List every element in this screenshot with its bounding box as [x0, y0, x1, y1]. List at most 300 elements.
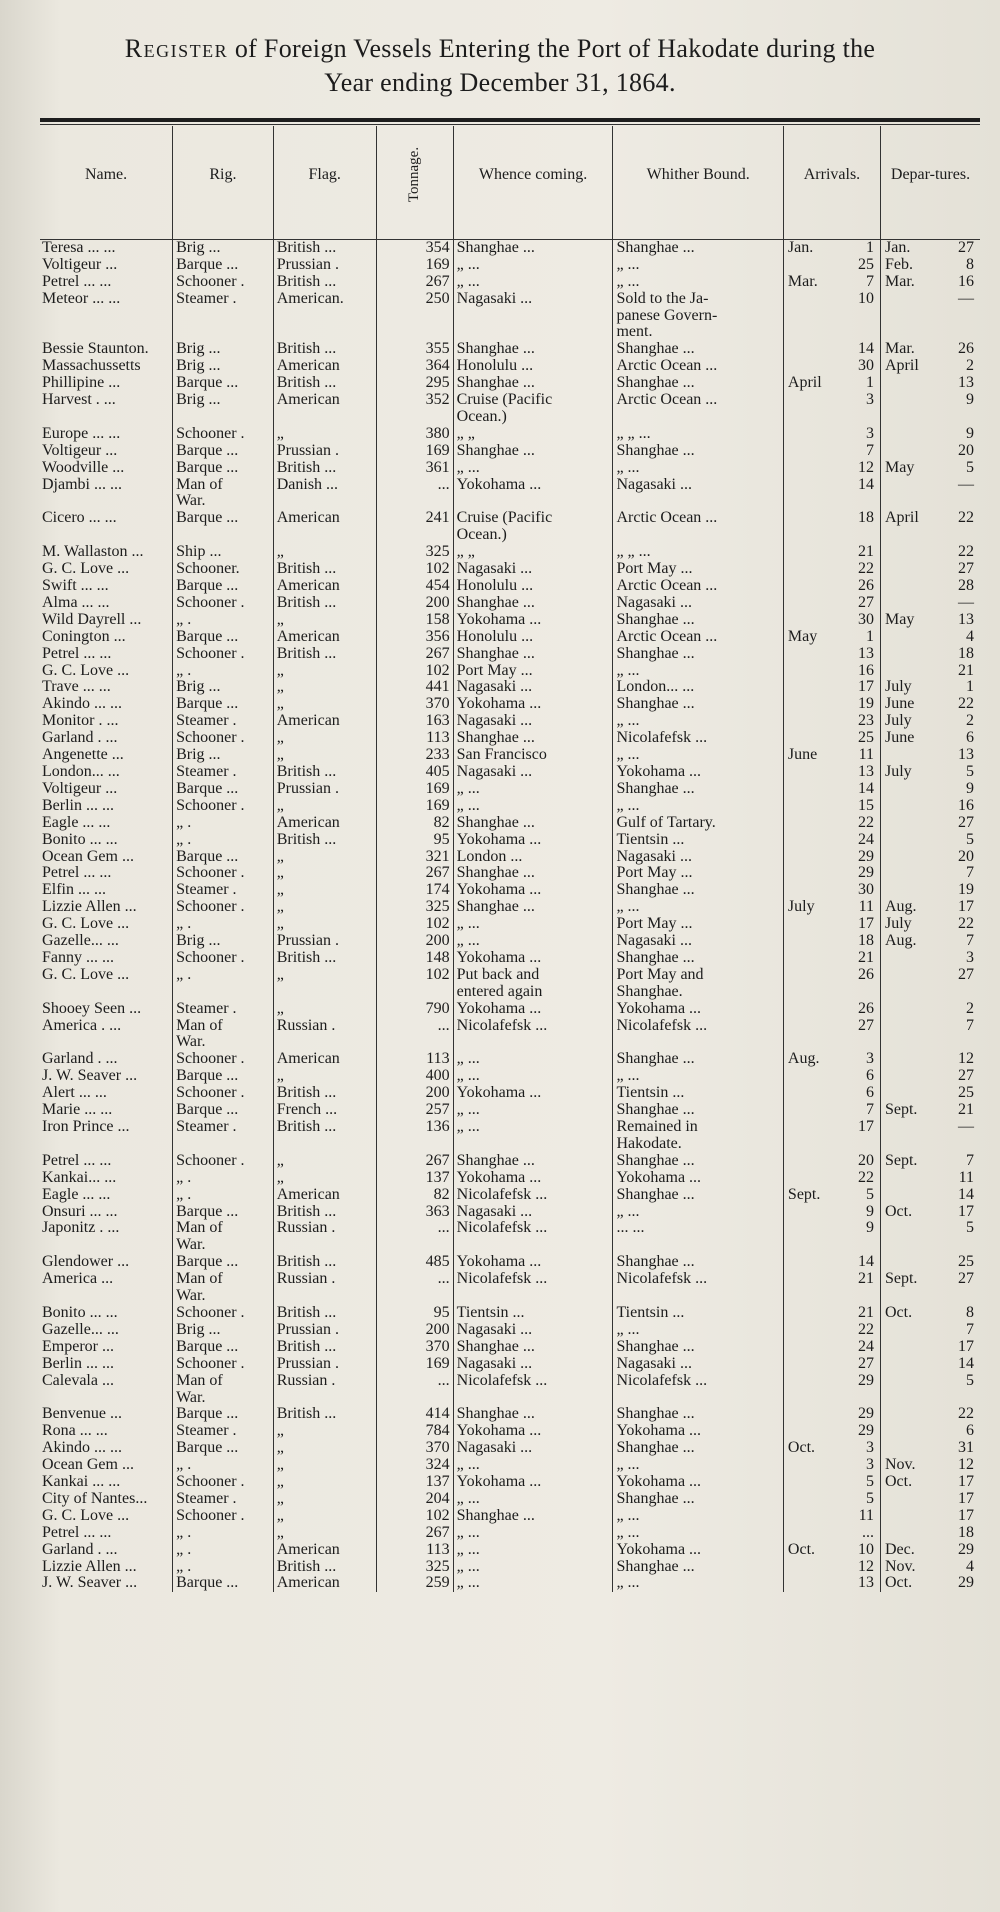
- whither-cell: ment.: [613, 324, 783, 341]
- tonnage-cell: 267: [376, 646, 453, 663]
- vessel-name-cell: Bonito ... ...: [42, 831, 118, 848]
- whither-cell: Nagasaki ...: [613, 849, 783, 866]
- arrival-day: 5: [865, 1186, 874, 1203]
- departure-cell: [880, 1339, 980, 1356]
- flag-cell: British ...: [273, 375, 376, 392]
- arrival-cell: [783, 1119, 880, 1136]
- vessel-name-cell: America ...: [42, 1271, 114, 1288]
- flag-cell: „: [273, 899, 376, 916]
- whither-cell: „ ...: [613, 747, 783, 764]
- table-row: [40, 865, 980, 882]
- departure-cell: [880, 561, 980, 578]
- vessel-name-cell: Ocean Gem ...: [42, 1457, 134, 1474]
- vessel-name-cell: M. Wallaston ...: [42, 544, 144, 561]
- arrival-day: 14: [857, 341, 874, 358]
- arrival-cell: [783, 527, 880, 544]
- whither-cell: Shanghae ...: [613, 882, 783, 899]
- whence-cell: Honolulu ...: [453, 629, 613, 646]
- arrival-cell: [783, 1322, 880, 1339]
- departure-cell: [880, 1068, 980, 1085]
- departure-cell: [880, 1542, 980, 1559]
- whence-cell: Port May ...: [453, 663, 613, 680]
- vessel-name-cell: Garland . ...: [42, 730, 118, 747]
- whence-cell: Nagasaki ...: [453, 1356, 613, 1373]
- rig-cell: War.: [173, 493, 274, 510]
- arrival-cell: [783, 341, 880, 358]
- arrival-day: 29: [857, 1372, 874, 1389]
- flag-cell: French ...: [273, 1102, 376, 1119]
- table-row: [40, 527, 980, 544]
- flag-cell: American: [273, 392, 376, 409]
- flag-cell: [273, 1390, 376, 1407]
- rig-cell: „ .: [173, 967, 274, 984]
- departure-cell: [880, 1491, 980, 1508]
- arrival-day: 11: [858, 1507, 874, 1524]
- rig-cell: Barque ...: [173, 1406, 274, 1423]
- arrival-cell: [783, 358, 880, 375]
- arrival-cell: [783, 1491, 880, 1508]
- vessel-name-cell: Petrel ... ...: [42, 645, 112, 662]
- vessel-name-cell: J. W. Seaver ...: [42, 1068, 138, 1085]
- departure-day: —: [958, 1119, 974, 1136]
- flag-cell: Russian .: [273, 1271, 376, 1288]
- tonnage-cell: 136: [376, 1119, 453, 1136]
- departure-month: Nov.: [884, 1558, 916, 1575]
- whither-cell: „ ...: [613, 1068, 783, 1085]
- arrival-cell: [783, 443, 880, 460]
- whence-cell: Shanghae ...: [453, 443, 613, 460]
- rig-cell: „ .: [173, 1542, 274, 1559]
- departure-cell: [880, 1508, 980, 1525]
- departure-day: 8: [966, 256, 974, 273]
- whither-cell: [613, 1390, 783, 1407]
- table-row: [40, 646, 980, 663]
- arrival-day: 22: [857, 561, 874, 578]
- vessel-name-cell: Massachussetts: [42, 358, 141, 375]
- tonnage-cell: [376, 984, 453, 1001]
- vessel-name-cell: G. C. Love ...: [42, 662, 130, 679]
- table-row: [40, 493, 980, 510]
- vessel-name-cell: Conington ...: [42, 628, 126, 645]
- tonnage-cell: 204: [376, 1491, 453, 1508]
- arrival-day: 17: [857, 1119, 874, 1136]
- departure-cell: [880, 1187, 980, 1204]
- vessel-name-cell: Emperor ...: [42, 1338, 114, 1355]
- departure-cell: [880, 443, 980, 460]
- rig-cell: Schooner .: [173, 730, 274, 747]
- departure-day: 13: [958, 747, 974, 764]
- tonnage-cell: 169: [376, 1356, 453, 1373]
- whence-cell: Yokohama ...: [453, 612, 613, 629]
- rig-cell: Schooner .: [173, 646, 274, 663]
- table-row: [40, 899, 980, 916]
- arrival-cell: [783, 274, 880, 291]
- whither-cell: Gulf of Tartary.: [613, 815, 783, 832]
- table-row: [40, 578, 980, 595]
- flag-cell: British ...: [273, 1406, 376, 1423]
- table-row: [40, 544, 980, 561]
- col-header-departures: Depar-tures.: [880, 126, 980, 222]
- whence-cell: „ „: [453, 544, 613, 561]
- departure-day: 17: [958, 1203, 974, 1220]
- whence-cell: San Francisco: [453, 747, 613, 764]
- arrival-day: 7: [865, 273, 874, 290]
- tonnage-cell: 485: [376, 1254, 453, 1271]
- arrival-day: 27: [857, 594, 874, 611]
- tonnage-cell: 241: [376, 510, 453, 527]
- arrival-day: 12: [857, 459, 874, 476]
- tonnage-cell: 169: [376, 443, 453, 460]
- tonnage-cell: [376, 1288, 453, 1305]
- rig-cell: Barque ...: [173, 443, 274, 460]
- table-row: [40, 1187, 980, 1204]
- arrival-day: 27: [857, 1355, 874, 1372]
- arrival-day: 30: [857, 358, 874, 375]
- vessel-name-cell: Cicero ... ...: [42, 510, 117, 527]
- table-row: [40, 308, 980, 325]
- departure-cell: [880, 1085, 980, 1102]
- departure-month: Oct.: [884, 1203, 913, 1220]
- whither-cell: Nicolafefsk ...: [613, 1373, 783, 1390]
- departure-cell: [880, 1559, 980, 1576]
- departure-day: 17: [958, 1474, 974, 1491]
- arrival-day: 12: [857, 1558, 874, 1575]
- vessel-name-cell: Ocean Gem ...: [42, 848, 134, 865]
- arrival-cell: [783, 1575, 880, 1592]
- arrival-day: 5: [865, 1474, 874, 1491]
- arrival-cell: [783, 1153, 880, 1170]
- register-body: [40, 239, 980, 1592]
- tonnage-cell: [376, 324, 453, 341]
- tonnage-cell: 354: [376, 239, 453, 256]
- departure-cell: [880, 1034, 980, 1051]
- arrival-day: 29: [857, 848, 874, 865]
- arrival-cell: [783, 257, 880, 274]
- col-header-flag: Flag.: [273, 126, 376, 222]
- vessel-name-cell: Berlin ... ...: [42, 797, 114, 814]
- table-row: [40, 257, 980, 274]
- departure-cell: [880, 1119, 980, 1136]
- table-row: [40, 1373, 980, 1390]
- arrival-day: 21: [857, 949, 874, 966]
- whence-cell: Honolulu ...: [453, 578, 613, 595]
- tonnage-cell: 169: [376, 798, 453, 815]
- tonnage-cell: 267: [376, 274, 453, 291]
- departure-month: Feb.: [884, 256, 913, 273]
- tonnage-cell: [376, 308, 453, 325]
- whence-cell: „ ...: [453, 798, 613, 815]
- vessel-name-cell: Akindo ... ...: [42, 696, 122, 713]
- departure-cell: [880, 798, 980, 815]
- flag-cell: „: [273, 696, 376, 713]
- rig-cell: „ .: [173, 1559, 274, 1576]
- title-line-2: Year ending December 31, 1864.: [324, 68, 676, 97]
- departure-cell: [880, 1271, 980, 1288]
- table-row: [40, 1474, 980, 1491]
- table-row: [40, 815, 980, 832]
- departure-cell: [880, 646, 980, 663]
- table-row: [40, 713, 980, 730]
- arrival-cell: [783, 1373, 880, 1390]
- tonnage-cell: 250: [376, 291, 453, 308]
- vessel-name-cell: Eagle ... ...: [42, 814, 111, 831]
- departure-day: 11: [958, 1169, 974, 1186]
- vessel-register-table: [40, 126, 980, 1592]
- arrival-day: 25: [857, 730, 874, 747]
- rig-cell: Barque ...: [173, 849, 274, 866]
- arrival-day: 17: [857, 916, 874, 933]
- departure-day: 4: [966, 628, 974, 645]
- whence-cell: Shanghae ...: [453, 1406, 613, 1423]
- table-row: [40, 984, 980, 1001]
- whither-cell: Shanghae ...: [613, 696, 783, 713]
- rig-cell: Barque ...: [173, 1440, 274, 1457]
- tonnage-cell: 102: [376, 967, 453, 984]
- flag-cell: American: [273, 629, 376, 646]
- flag-cell: American.: [273, 291, 376, 308]
- arrival-cell: [783, 629, 880, 646]
- flag-cell: British ...: [273, 646, 376, 663]
- arrival-cell: [783, 1102, 880, 1119]
- whence-cell: Nagasaki ...: [453, 291, 613, 308]
- header-rule-thick: [40, 118, 980, 122]
- rig-cell: „ .: [173, 663, 274, 680]
- rig-cell: [173, 1136, 274, 1153]
- arrival-month: Sept.: [787, 1186, 821, 1203]
- arrival-cell: [783, 1237, 880, 1254]
- whither-cell: Shanghae ...: [613, 1406, 783, 1423]
- whence-cell: Honolulu ...: [453, 358, 613, 375]
- whence-cell: Shanghae ...: [453, 1153, 613, 1170]
- table-row: [40, 1305, 980, 1322]
- vessel-name-cell: [40, 1288, 173, 1305]
- whence-cell: Yokohama ...: [453, 950, 613, 967]
- arrival-cell: [783, 730, 880, 747]
- vessel-name-cell: Teresa ... ...: [42, 239, 116, 256]
- vessel-name-cell: [40, 1237, 173, 1254]
- rig-cell: Schooner .: [173, 1356, 274, 1373]
- whither-cell: Arctic Ocean ...: [613, 578, 783, 595]
- tonnage-cell: 380: [376, 426, 453, 443]
- arrival-day: 18: [857, 933, 874, 950]
- table-row: [40, 629, 980, 646]
- whither-cell: [613, 527, 783, 544]
- rig-cell: War.: [173, 1288, 274, 1305]
- table-row: [40, 764, 980, 781]
- rig-cell: Brig ...: [173, 392, 274, 409]
- whither-cell: Arctic Ocean ...: [613, 358, 783, 375]
- table-row: [40, 1153, 980, 1170]
- arrival-cell: [783, 1085, 880, 1102]
- flag-cell: [273, 1034, 376, 1051]
- flag-cell: American: [273, 1575, 376, 1592]
- flag-cell: [273, 1237, 376, 1254]
- whence-cell: Cruise (Pacific: [453, 392, 613, 409]
- rig-cell: Schooner .: [173, 426, 274, 443]
- whither-cell: panese Govern-: [613, 308, 783, 325]
- arrival-day: 29: [857, 1406, 874, 1423]
- tonnage-cell: [376, 493, 453, 510]
- flag-cell: „: [273, 544, 376, 561]
- table-row: [40, 1034, 980, 1051]
- table-row: [40, 392, 980, 409]
- whence-cell: „ ...: [453, 1457, 613, 1474]
- whither-cell: Yokohama ...: [613, 764, 783, 781]
- departure-day: 27: [958, 561, 974, 578]
- arrival-day: 24: [857, 831, 874, 848]
- rig-cell: Steamer .: [173, 764, 274, 781]
- whence-cell: [453, 308, 613, 325]
- rig-cell: War.: [173, 1034, 274, 1051]
- arrival-month: Oct.: [787, 1440, 816, 1457]
- whither-cell: Shanghae ...: [613, 1187, 783, 1204]
- whither-cell: Nagasaki ...: [613, 477, 783, 494]
- vessel-name-cell: Wild Dayrell ...: [42, 611, 142, 628]
- table-row: [40, 781, 980, 798]
- whence-cell: Yokohama ...: [453, 832, 613, 849]
- tonnage-cell: [376, 527, 453, 544]
- flag-cell: American: [273, 713, 376, 730]
- tonnage-cell: [376, 1237, 453, 1254]
- departure-day: 22: [958, 544, 974, 561]
- tonnage-cell: [376, 1390, 453, 1407]
- whither-cell: „ ...: [613, 1508, 783, 1525]
- rig-cell: Barque ...: [173, 1575, 274, 1592]
- flag-cell: Prussian .: [273, 443, 376, 460]
- whence-cell: [453, 1237, 613, 1254]
- arrival-cell: [783, 1254, 880, 1271]
- flag-cell: Prussian .: [273, 933, 376, 950]
- col-header-tonnage: [376, 126, 453, 222]
- flag-cell: „: [273, 916, 376, 933]
- col-header-tonnage-label: Tonnage.: [406, 146, 423, 203]
- flag-cell: „: [273, 1423, 376, 1440]
- departure-cell: [880, 291, 980, 308]
- whither-cell: Arctic Ocean ...: [613, 392, 783, 409]
- whence-cell: Ocean.): [453, 527, 613, 544]
- arrival-cell: [783, 1339, 880, 1356]
- rig-cell: [173, 308, 274, 325]
- departure-cell: [880, 544, 980, 561]
- vessel-name-cell: Alma ... ...: [42, 594, 110, 611]
- flag-cell: „: [273, 1525, 376, 1542]
- arrival-cell: [783, 1440, 880, 1457]
- whence-cell: [453, 1034, 613, 1051]
- rig-cell: Barque ...: [173, 375, 274, 392]
- arrival-day: 7: [865, 442, 874, 459]
- departure-day: 18: [958, 645, 974, 662]
- whither-cell: Nagasaki ...: [613, 1356, 783, 1373]
- rig-cell: „ .: [173, 612, 274, 629]
- departure-cell: [880, 324, 980, 341]
- whence-cell: „ ...: [453, 257, 613, 274]
- vessel-name-cell: Kankai ... ...: [42, 1474, 121, 1491]
- table-row: [40, 1220, 980, 1237]
- departure-day: 19: [958, 882, 974, 899]
- departure-month: June: [884, 730, 915, 747]
- arrival-cell: [783, 392, 880, 409]
- table-row: [40, 239, 980, 256]
- vessel-name-cell: [40, 409, 173, 426]
- whence-cell: „ ...: [453, 1542, 613, 1559]
- rig-cell: Schooner .: [173, 1153, 274, 1170]
- table-row: [40, 1575, 980, 1592]
- whence-cell: entered again: [453, 984, 613, 1001]
- departure-cell: [880, 1525, 980, 1542]
- vessel-name-cell: Petrel ... ...: [42, 1524, 112, 1541]
- flag-cell: [273, 493, 376, 510]
- table-row: [40, 595, 980, 612]
- flag-cell: British ...: [273, 950, 376, 967]
- flag-cell: [273, 324, 376, 341]
- tonnage-cell: 364: [376, 358, 453, 375]
- tonnage-cell: 102: [376, 663, 453, 680]
- arrival-cell: [783, 578, 880, 595]
- vessel-name-cell: Benvenue ...: [42, 1406, 122, 1423]
- departure-day: 22: [958, 1406, 974, 1423]
- departure-day: 27: [958, 1068, 974, 1085]
- table-row: [40, 1440, 980, 1457]
- departure-day: 14: [958, 1186, 974, 1203]
- tonnage-cell: 102: [376, 1508, 453, 1525]
- flag-cell: „: [273, 1474, 376, 1491]
- vessel-name-cell: [40, 1390, 173, 1407]
- arrival-day: 14: [857, 780, 874, 797]
- rig-cell: Steamer .: [173, 882, 274, 899]
- arrival-day: 3: [865, 392, 874, 409]
- whence-cell: Nagasaki ...: [453, 764, 613, 781]
- table-row: [40, 1559, 980, 1576]
- arrival-day: 14: [857, 1254, 874, 1271]
- table-row: [40, 730, 980, 747]
- departure-cell: [880, 696, 980, 713]
- flag-cell: British ...: [273, 274, 376, 291]
- whence-cell: „ ...: [453, 274, 613, 291]
- whither-cell: Yokohama ...: [613, 1170, 783, 1187]
- flag-cell: Russian .: [273, 1373, 376, 1390]
- tonnage-cell: 325: [376, 1559, 453, 1576]
- departure-month: April: [884, 358, 919, 375]
- departure-month: June: [884, 696, 915, 713]
- whence-cell: London ...: [453, 849, 613, 866]
- arrival-cell: [783, 1034, 880, 1051]
- departure-cell: [880, 510, 980, 527]
- rig-cell: Schooner .: [173, 950, 274, 967]
- flag-cell: „: [273, 1068, 376, 1085]
- whither-cell: Shanghae ...: [613, 1339, 783, 1356]
- departure-cell: [880, 1575, 980, 1592]
- flag-cell: British ...: [273, 1559, 376, 1576]
- whither-cell: Shanghae ...: [613, 1153, 783, 1170]
- flag-cell: American: [273, 510, 376, 527]
- vessel-name-cell: Berlin ... ...: [42, 1355, 114, 1372]
- table-row: [40, 916, 980, 933]
- arrival-cell: [783, 1508, 880, 1525]
- vessel-name-cell: [40, 493, 173, 510]
- rig-cell: Barque ...: [173, 1339, 274, 1356]
- arrival-day: 19: [857, 696, 874, 713]
- whither-cell: ... ...: [613, 1220, 783, 1237]
- tonnage-cell: 95: [376, 832, 453, 849]
- col-header-whence: Whence coming.: [453, 126, 613, 222]
- whence-cell: Yokohama ...: [453, 1170, 613, 1187]
- whither-cell: [613, 1034, 783, 1051]
- tonnage-cell: 267: [376, 1525, 453, 1542]
- departure-day: 9: [966, 392, 974, 409]
- whither-cell: „ ...: [613, 1525, 783, 1542]
- departure-month: May: [884, 459, 915, 476]
- arrival-cell: [783, 882, 880, 899]
